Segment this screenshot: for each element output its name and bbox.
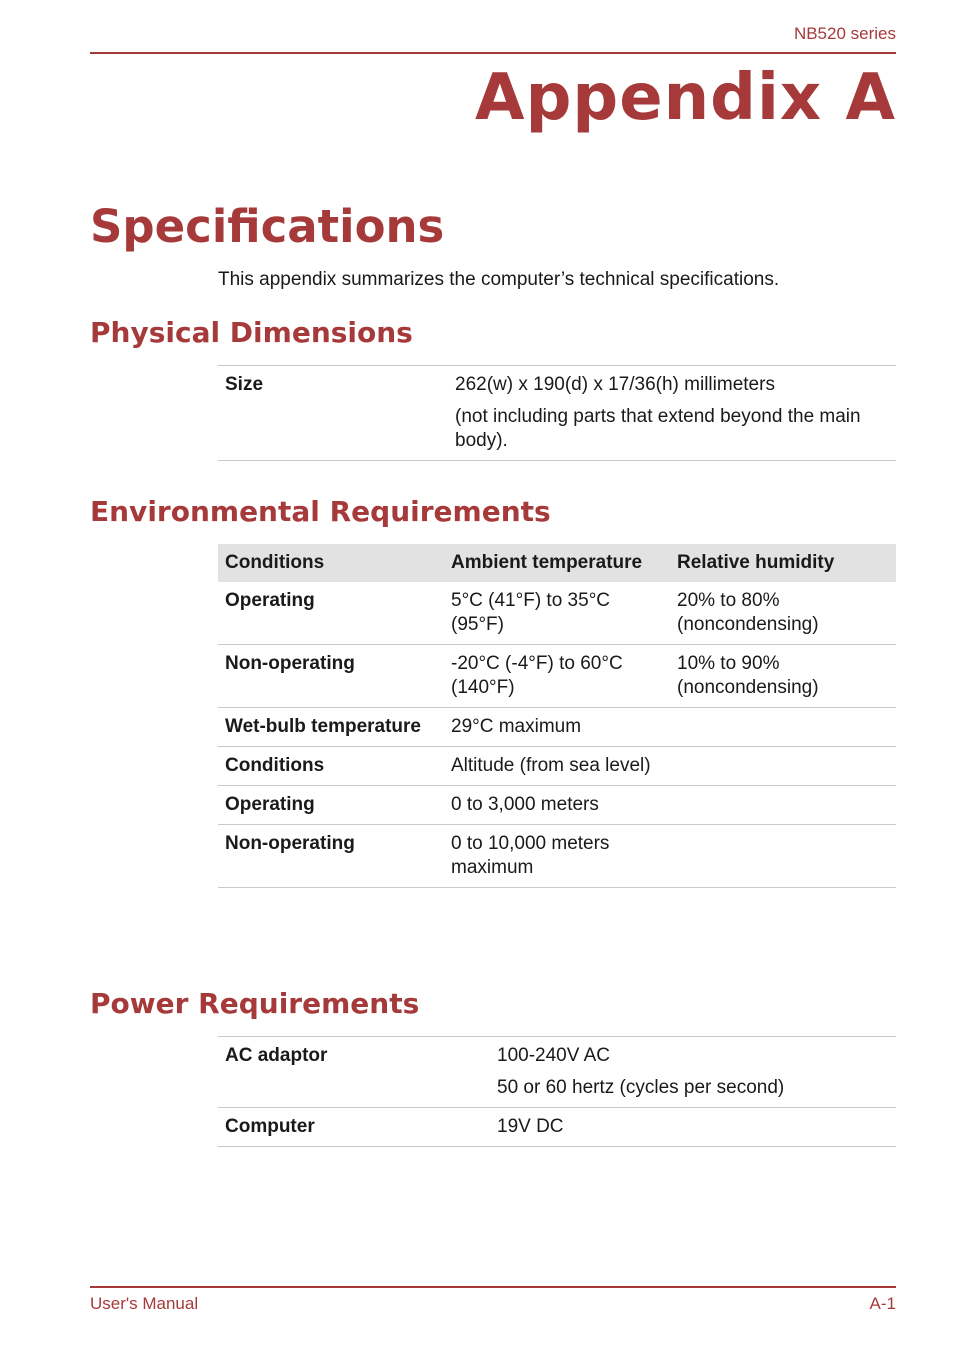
appendix-title: Appendix A (475, 61, 896, 135)
table-row (218, 366, 896, 461)
ac-adaptor-frequency: 50 or 60 hertz (cycles per second) (497, 1077, 785, 1098)
table-header-row (218, 544, 896, 582)
row-altitude-header: Altitude (from sea level) (444, 747, 670, 786)
row-temperature: 29°C maximum (444, 708, 670, 747)
series-label: NB520 series (793, 24, 896, 43)
row-altitude: 0 to 3,000 meters (444, 786, 670, 825)
computer-value: 19V DC (490, 1108, 896, 1147)
footer-page-number: A-1 (869, 1294, 896, 1313)
row-label: Wet-bulb temperature (218, 708, 444, 747)
table-row (218, 708, 896, 747)
physical-dimensions-heading: Physical Dimensions (90, 316, 413, 349)
row-temperature: 5°C (41°F) to 35°C (95°F) (444, 582, 670, 645)
physical-dimensions-table (218, 365, 896, 461)
environmental-requirements-table (218, 544, 896, 888)
power-requirements-heading: Power Requirements (90, 987, 420, 1020)
row-label: Non-operating (218, 645, 444, 708)
row-label: Conditions (218, 747, 444, 786)
ac-adaptor-value (490, 1037, 896, 1108)
column-header-relative-humidity: Relative humidity (670, 544, 896, 582)
table-row (218, 786, 896, 825)
footer-rule (90, 1286, 896, 1288)
table-row (218, 825, 896, 888)
row-label: Operating (218, 582, 444, 645)
table-row (218, 1108, 896, 1147)
row-temperature: -20°C (-4°F) to 60°C (140°F) (444, 645, 670, 708)
row-humidity: 20% to 80% (noncondensing) (670, 582, 896, 645)
row-humidity (670, 747, 896, 786)
row-humidity (670, 786, 896, 825)
row-label: Non-operating (218, 825, 444, 888)
chapter-title: Specifications (90, 200, 445, 253)
power-requirements-table (218, 1036, 896, 1147)
size-value-line: 262(w) x 190(d) x 17/36(h) millimeters (455, 374, 775, 395)
header-rule (90, 52, 896, 54)
table-row (218, 1037, 896, 1108)
footer-manual-label: User's Manual (90, 1294, 199, 1313)
column-header-conditions: Conditions (218, 544, 444, 582)
table-row (218, 747, 896, 786)
ac-adaptor-voltage: 100-240V AC (497, 1045, 611, 1066)
environmental-requirements-heading: Environmental Requirements (90, 495, 551, 528)
row-altitude: 0 to 10,000 meters maximum (444, 825, 670, 888)
ac-adaptor-label: AC adaptor (218, 1037, 490, 1108)
row-humidity: 10% to 90% (noncondensing) (670, 645, 896, 708)
intro-text: This appendix summarizes the computer’s technical specifications. (218, 269, 780, 290)
size-value (448, 366, 896, 461)
size-label: Size (218, 366, 448, 461)
table-row (218, 645, 896, 708)
row-humidity (670, 708, 896, 747)
row-humidity (670, 825, 896, 888)
column-header-ambient-temperature: Ambient temperature (444, 544, 670, 582)
size-value-note: (not including parts that extend beyond the main body). (455, 406, 861, 451)
computer-label: Computer (218, 1108, 490, 1147)
row-label: Operating (218, 786, 444, 825)
table-row (218, 582, 896, 645)
